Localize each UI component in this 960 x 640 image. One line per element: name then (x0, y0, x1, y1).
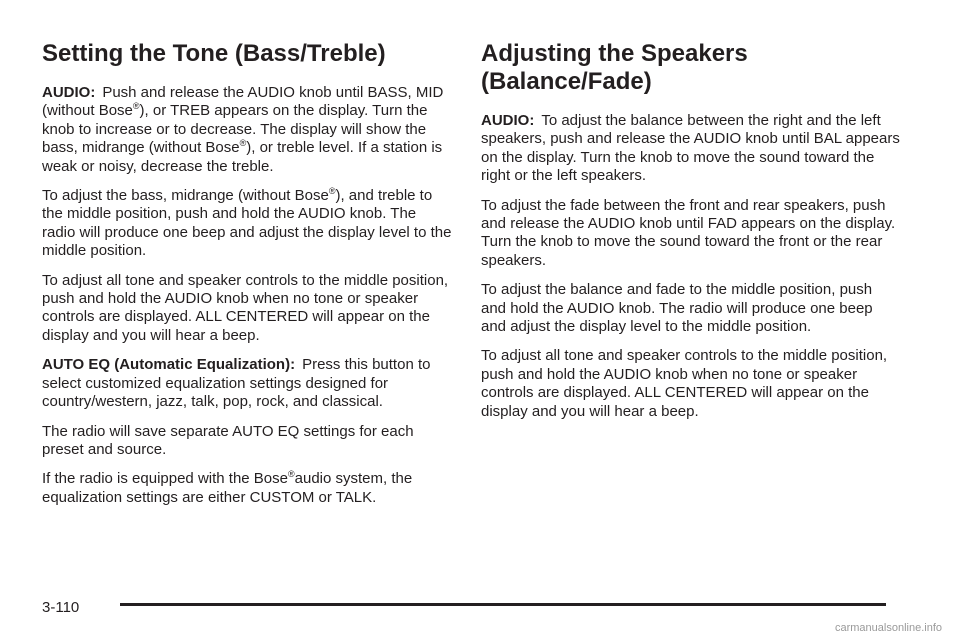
paragraph-lead: AUTO EQ (Automatic Equalization): (42, 356, 296, 374)
paragraph-all-centered: To adjust all tone and speaker controls to the middle position, push and hold the AUDIO knob when no tone or speaker controls are displayed. ALL CENTERED will appear on the display and you will hear a beep. (42, 271, 449, 344)
paragraph-lead: AUDIO: (481, 112, 535, 129)
paragraph-auto-eq-save: The radio will save separate AUTO EQ settings for each preset and source. (42, 422, 414, 458)
right-column (481, 40, 901, 432)
paragraph-audio-balance: AUDIO: To adjust the balance between the right and the left speakers, push and release the AUDIO knob until BAL appears on the display. Turn the knob to move the sound toward the right or the left speakers. (481, 112, 900, 185)
watermark: carmanualsonline.info (834, 622, 942, 634)
paragraph-balance-fade-center: To adjust the balance and fade to the middle position, push and hold the AUDIO knob. The radio will produce one beep and adjust the display level to the middle position. (481, 281, 873, 336)
footer-rule (120, 603, 886, 606)
section-title-speakers: Adjusting the Speakers (Balance/Fade) (481, 40, 748, 95)
registered-mark: ® (239, 138, 247, 149)
registered-mark: ® (132, 101, 140, 112)
paragraph-all-centered-right: To adjust all tone and speaker controls to the middle position, push and hold the AUDIO knob when no tone or speaker controls are displayed. ALL CENTERED will appear on the display and you will hear a beep. (481, 347, 888, 420)
registered-mark: ® (288, 469, 295, 480)
registered-mark: ® (328, 186, 336, 197)
page-number: 3-110 (42, 599, 80, 616)
paragraph-adjust-bass: To adjust the bass, midrange (without Bose®), and treble to the middle position, push and hold the AUDIO knob. The radio will produce one beep and adjust the display level to the middle position. (42, 186, 452, 260)
paragraph-bose-eq: If the radio is equipped with the Bose®audio system, the equalization settings are either CUSTOM or TALK. (42, 469, 413, 506)
paragraph-auto-eq: AUTO EQ (Automatic Equalization): Press this button to select customized equalization settings designed for country/western, jazz, talk, pop, rock, and classical. (42, 356, 431, 411)
left-column (42, 40, 452, 518)
section-title-tone: Setting the Tone (Bass/Treble) (42, 40, 386, 67)
paragraph-fade: To adjust the fade between the front and rear speakers, push and release the AUDIO knob until FAD appears on the display. Turn the knob to move the sound toward the front or the rear speakers. (481, 196, 896, 269)
paragraph-audio-tone: AUDIO: Push and release the AUDIO knob until BASS, MID (without Bose®), or TREB appears on the display. Turn the knob to increase or to decrease. The display will show the bass, midrange (without Bose®), or treble level. If a station is weak or noisy, decrease the treble. (42, 84, 444, 175)
paragraph-lead: AUDIO: (42, 84, 96, 101)
